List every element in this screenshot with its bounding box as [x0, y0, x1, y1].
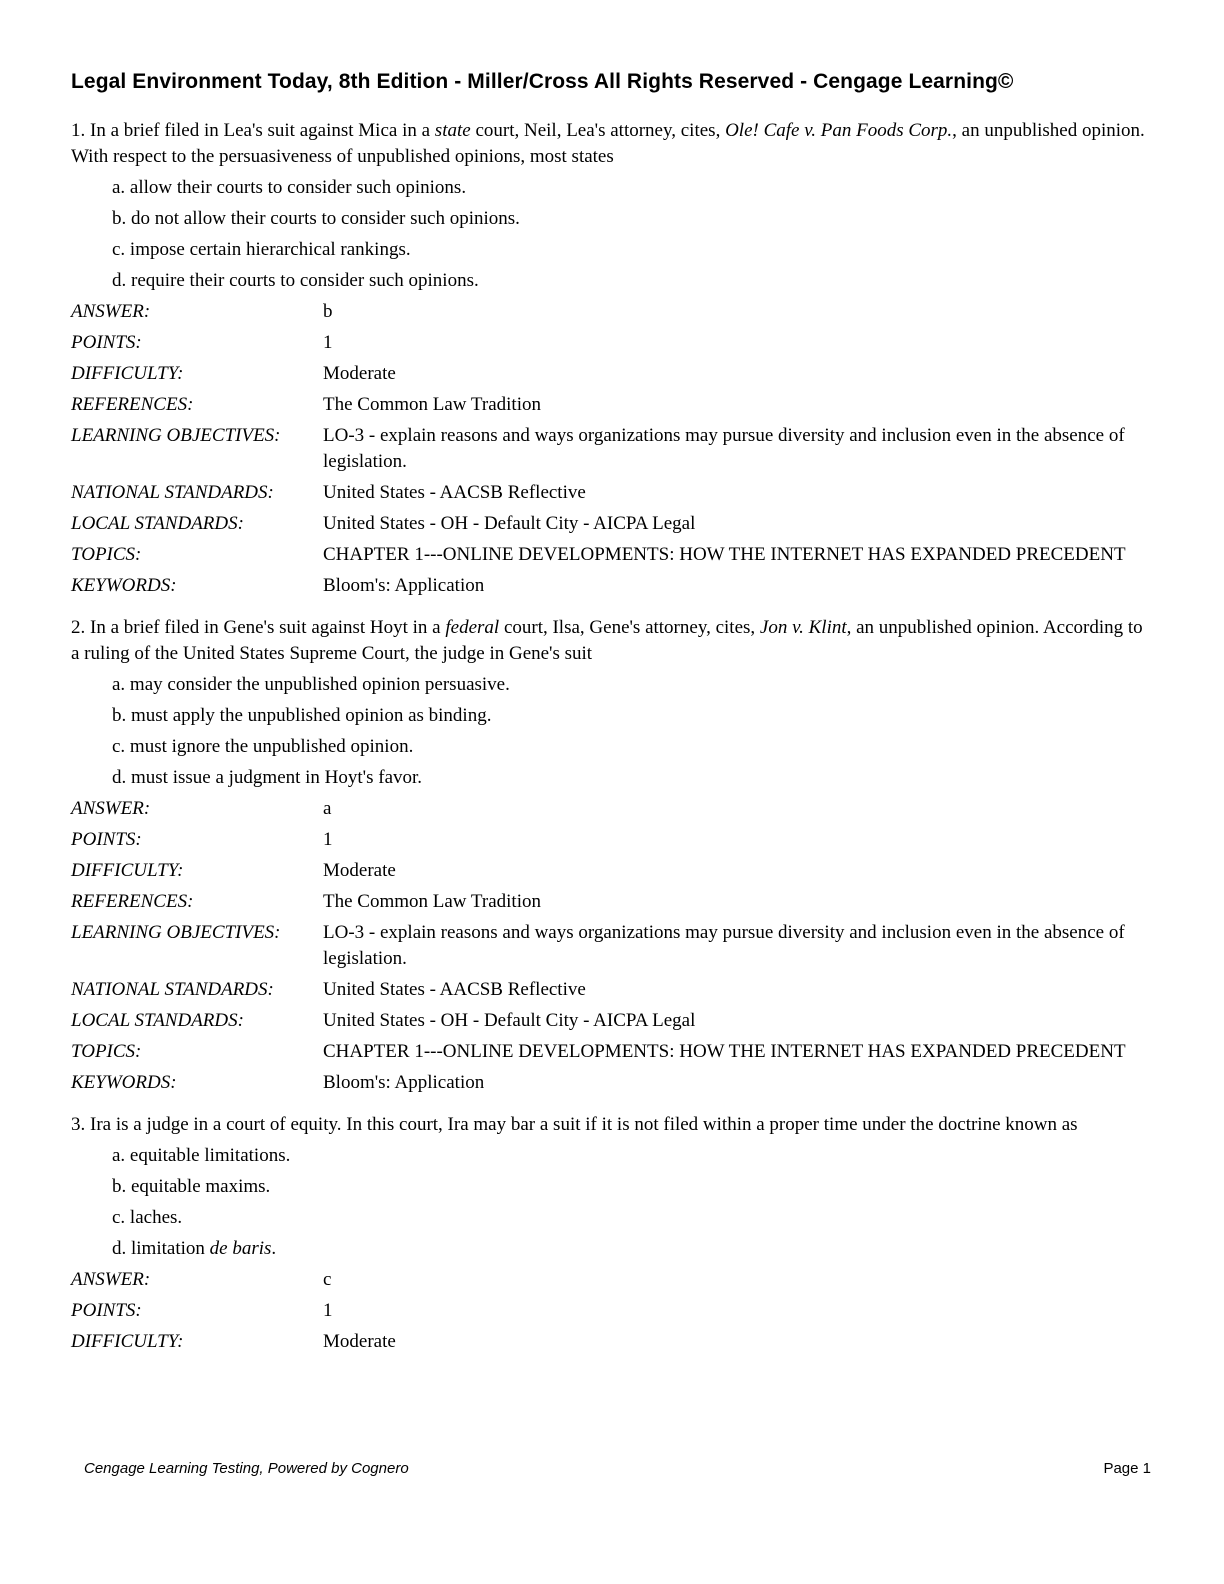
stem-text: court, Ilsa, Gene's attorney, cites, [499, 617, 760, 638]
meta-label: TOPICS: [71, 1041, 142, 1062]
answer-option [112, 1174, 1151, 1200]
option-text: b. do not allow their courts to consider such opinions. [112, 208, 520, 229]
meta-value: LO-3 - explain reasons and ways organizations may pursue diversity and inclusion even in the absence of legislation. [323, 425, 1125, 472]
option-text: c. laches. [112, 1207, 183, 1228]
meta-value: Moderate [323, 1331, 396, 1352]
option-text: a. allow their courts to consider such opinions. [112, 177, 467, 198]
meta-label: ANSWER: [71, 1269, 151, 1290]
meta-value: b [323, 301, 333, 322]
stem-text: 3. Ira is a judge in a court of equity. In this court, Ira may bar a suit if it is not filed within a proper time under the doctrine known as [71, 1114, 1078, 1135]
meta-row [71, 573, 1151, 599]
meta-row [71, 827, 1151, 853]
meta-value: Moderate [323, 860, 396, 881]
meta-row [71, 1039, 1151, 1065]
option-text: d. limitation [112, 1238, 210, 1259]
option-text: c. impose certain hierarchical rankings. [112, 239, 411, 260]
option-text: c. must ignore the unpublished opinion. [112, 736, 414, 757]
meta-label: POINTS: [71, 829, 142, 850]
meta-label: KEYWORDS: [71, 575, 177, 596]
meta-label: NATIONAL STANDARDS: [71, 979, 274, 1000]
question-stem [71, 118, 1151, 170]
meta-value: United States - OH - Default City - AICPA Legal [323, 1010, 696, 1031]
meta-value: LO-3 - explain reasons and ways organizations may pursue diversity and inclusion even in the absence of legislation. [323, 922, 1125, 969]
meta-value: CHAPTER 1---ONLINE DEVELOPMENTS: HOW THE INTERNET HAS EXPANDED PRECEDENT [323, 544, 1126, 565]
meta-value: United States - OH - Default City - AICPA Legal [323, 513, 696, 534]
meta-row [71, 1298, 1151, 1324]
meta-label: NATIONAL STANDARDS: [71, 482, 274, 503]
answer-option [112, 703, 1151, 729]
meta-value: CHAPTER 1---ONLINE DEVELOPMENTS: HOW THE INTERNET HAS EXPANDED PRECEDENT [323, 1041, 1126, 1062]
meta-row [71, 977, 1151, 1003]
meta-label: DIFFICULTY: [71, 860, 184, 881]
meta-label: POINTS: [71, 332, 142, 353]
question-block [71, 615, 1151, 1096]
meta-value: 1 [323, 1300, 333, 1321]
meta-value: c [323, 1269, 332, 1290]
question-stem [71, 1112, 1151, 1138]
meta-value: 1 [323, 332, 333, 353]
stem-text: , an unpublished opinion. According to a ruling of the United States Supreme Court, the judge in Gene's suit [71, 617, 1143, 664]
meta-value: 1 [323, 829, 333, 850]
meta-row [71, 392, 1151, 418]
page-number: Page 1 [1103, 1460, 1151, 1477]
answer-option [112, 206, 1151, 232]
meta-label: DIFFICULTY: [71, 1331, 184, 1352]
meta-label: LEARNING OBJECTIVES: [71, 922, 281, 943]
meta-row [71, 1329, 1151, 1355]
question-block [71, 118, 1151, 599]
option-text: d. must issue a judgment in Hoyt's favor. [112, 767, 423, 788]
meta-row [71, 423, 1151, 475]
answer-option [112, 1236, 1151, 1262]
meta-value: United States - AACSB Reflective [323, 979, 586, 1000]
option-text: d. require their courts to consider such opinions. [112, 270, 479, 291]
meta-label: POINTS: [71, 1300, 142, 1321]
footer-credit: Cengage Learning Testing, Powered by Cognero [84, 1460, 409, 1477]
meta-value: United States - AACSB Reflective [323, 482, 586, 503]
meta-value: Bloom's: Application [323, 575, 485, 596]
meta-label: LOCAL STANDARDS: [71, 513, 244, 534]
meta-label: DIFFICULTY: [71, 363, 184, 384]
answer-option [112, 237, 1151, 263]
meta-row [71, 796, 1151, 822]
meta-label: ANSWER: [71, 301, 151, 322]
meta-row [71, 889, 1151, 915]
stem-italic-text: federal [445, 617, 500, 638]
meta-row [71, 1070, 1151, 1096]
stem-italic-text: state [434, 120, 471, 141]
meta-row [71, 361, 1151, 387]
answer-option [112, 268, 1151, 294]
meta-label: ANSWER: [71, 798, 151, 819]
meta-value: The Common Law Tradition [323, 394, 541, 415]
meta-value: Moderate [323, 363, 396, 384]
stem-text: , an unpublished opinion. With respect to the persuasiveness of unpublished opinions, most states [71, 120, 1145, 167]
stem-text: 2. In a brief filed in Gene's suit against Hoyt in a [71, 617, 446, 638]
question-list [71, 118, 1151, 1371]
option-text: b. must apply the unpublished opinion as binding. [112, 705, 492, 726]
meta-label: LOCAL STANDARDS: [71, 1010, 244, 1031]
meta-value: The Common Law Tradition [323, 891, 541, 912]
option-text: b. equitable maxims. [112, 1176, 271, 1197]
question-stem [71, 615, 1151, 667]
question-block [71, 1112, 1151, 1355]
answer-option [112, 1143, 1151, 1169]
meta-row [71, 299, 1151, 325]
stem-text: 1. In a brief filed in Lea's suit against Mica in a [71, 120, 435, 141]
option-italic-text: de baris [209, 1238, 272, 1259]
meta-row [71, 1008, 1151, 1034]
meta-label: KEYWORDS: [71, 1072, 177, 1093]
meta-row [71, 511, 1151, 537]
meta-label: REFERENCES: [71, 891, 194, 912]
meta-row [71, 858, 1151, 884]
meta-label: REFERENCES: [71, 394, 194, 415]
stem-italic-text: Ole! Cafe v. Pan Foods Corp. [725, 120, 953, 141]
meta-label: TOPICS: [71, 544, 142, 565]
meta-row [71, 542, 1151, 568]
meta-row [71, 330, 1151, 356]
answer-option [112, 734, 1151, 760]
meta-row [71, 920, 1151, 972]
meta-value: a [323, 798, 332, 819]
page-title: Legal Environment Today, 8th Edition - Miller/Cross All Rights Reserved - Cengage Learning© [71, 70, 1014, 93]
meta-row [71, 480, 1151, 506]
answer-option [112, 765, 1151, 791]
answer-option [112, 672, 1151, 698]
meta-row [71, 1267, 1151, 1293]
answer-option [112, 1205, 1151, 1231]
option-text: . [271, 1238, 277, 1259]
stem-italic-text: Jon v. Klint [759, 617, 847, 638]
option-text: a. may consider the unpublished opinion persuasive. [112, 674, 510, 695]
meta-value: Bloom's: Application [323, 1072, 485, 1093]
answer-option [112, 175, 1151, 201]
stem-text: court, Neil, Lea's attorney, cites, [470, 120, 726, 141]
option-text: a. equitable limitations. [112, 1145, 291, 1166]
meta-label: LEARNING OBJECTIVES: [71, 425, 281, 446]
